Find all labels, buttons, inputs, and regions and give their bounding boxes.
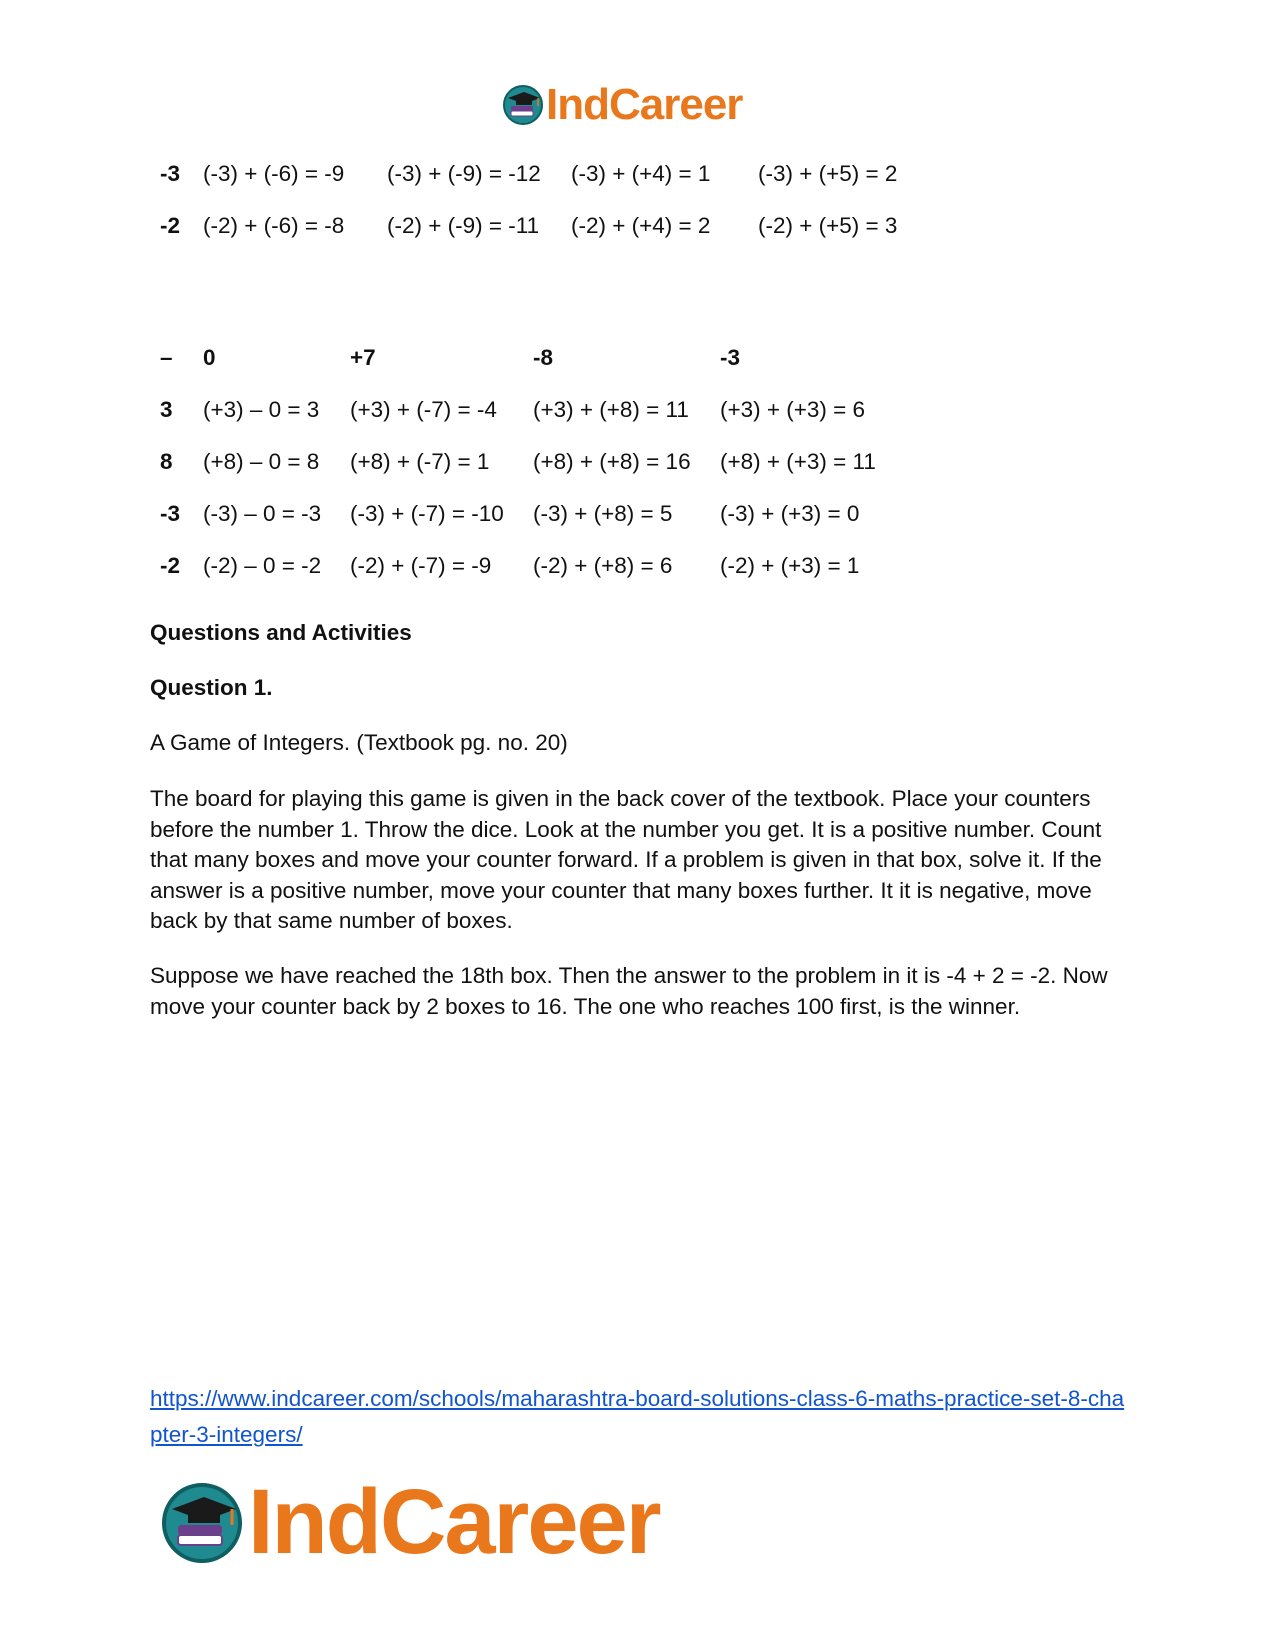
table-cell: (-2) + (-9) = -11	[387, 213, 540, 238]
table-cell: (+3) + (+3) = 6	[720, 397, 866, 422]
table-cell: (-3) + (+8) = 5	[533, 501, 673, 526]
table-cell: (+8) + (+8) = 16	[533, 449, 691, 474]
table-cell: (+3) + (-7) = -4	[350, 397, 497, 422]
footer-logo	[160, 1470, 660, 1575]
row-label: -2	[160, 553, 181, 578]
table-cell: (-3) + (-9) = -12	[387, 161, 541, 186]
table-cell: (+8) – 0 = 8	[203, 449, 320, 474]
table-cell: (-3) + (+5) = 2	[758, 161, 898, 186]
column-header: +7	[350, 345, 376, 370]
column-header: -8	[533, 345, 554, 370]
header-logo	[502, 80, 742, 130]
table-cell: (-3) + (+4) = 1	[571, 161, 711, 186]
row-label: 3	[160, 397, 173, 422]
logo-text: IndCareer	[248, 1471, 660, 1573]
table-cell: (+8) + (-7) = 1	[350, 449, 490, 474]
table-cell: (-3) + (+3) = 0	[720, 501, 860, 526]
row-label: -3	[160, 501, 181, 526]
source-link[interactable]: https://www.indcareer.com/schools/maharashtra-board-solutions-class-6-maths-practice-set-8-chapter-3-integers/	[150, 1386, 1125, 1447]
table-cell: (-2) + (-6) = -8	[203, 213, 345, 238]
row-label: 8	[160, 449, 173, 474]
game-instructions-paragraph: The board for playing this game is given in the back cover of the textbook. Place your counters before the number 1. Throw the dice. Look at the number you get. It is a positive number. Count that many boxes and move your counter forward. If a problem is given in that box, solve it. If the answer is a positive number, move your counter that many boxes further. It it is negative, move back by that same number of boxes.	[150, 786, 1102, 933]
column-header: -3	[720, 345, 741, 370]
table-cell: (+3) + (+8) = 11	[533, 397, 689, 422]
row-label: -2	[160, 213, 181, 238]
table-cell: (+3) – 0 = 3	[203, 397, 320, 422]
table-cell: (-3) – 0 = -3	[203, 501, 322, 526]
table-cell: (-2) + (+5) = 3	[758, 213, 898, 238]
table-cell: (-2) + (+4) = 2	[571, 213, 711, 238]
table-cell: (-2) – 0 = -2	[203, 553, 322, 578]
table-cell: (-2) + (+3) = 1	[720, 553, 860, 578]
logo-text: IndCareer	[546, 80, 743, 129]
table-cell: (-3) + (-7) = -10	[350, 501, 504, 526]
question-heading: Question 1.	[150, 675, 273, 700]
operator-header: –	[160, 345, 173, 370]
table-cell: (+8) + (+3) = 11	[720, 449, 876, 474]
column-header: 0	[203, 345, 216, 370]
table-cell: (-3) + (-6) = -9	[203, 161, 345, 186]
graduation-cap-books-icon	[502, 84, 544, 126]
question-title: A Game of Integers. (Textbook pg. no. 20)	[150, 730, 568, 755]
row-label: -3	[160, 161, 181, 186]
section-heading: Questions and Activities	[150, 620, 412, 645]
table-cell: (-2) + (-7) = -9	[350, 553, 492, 578]
graduation-cap-books-icon	[160, 1481, 244, 1565]
example-paragraph: Suppose we have reached the 18th box. Then the answer to the problem in it is -4 + 2 = -2. Now move your counter back by 2 boxes to 16. The one who reaches 100 first, is the winner.	[150, 963, 1108, 1019]
table-cell: (-2) + (+8) = 6	[533, 553, 673, 578]
